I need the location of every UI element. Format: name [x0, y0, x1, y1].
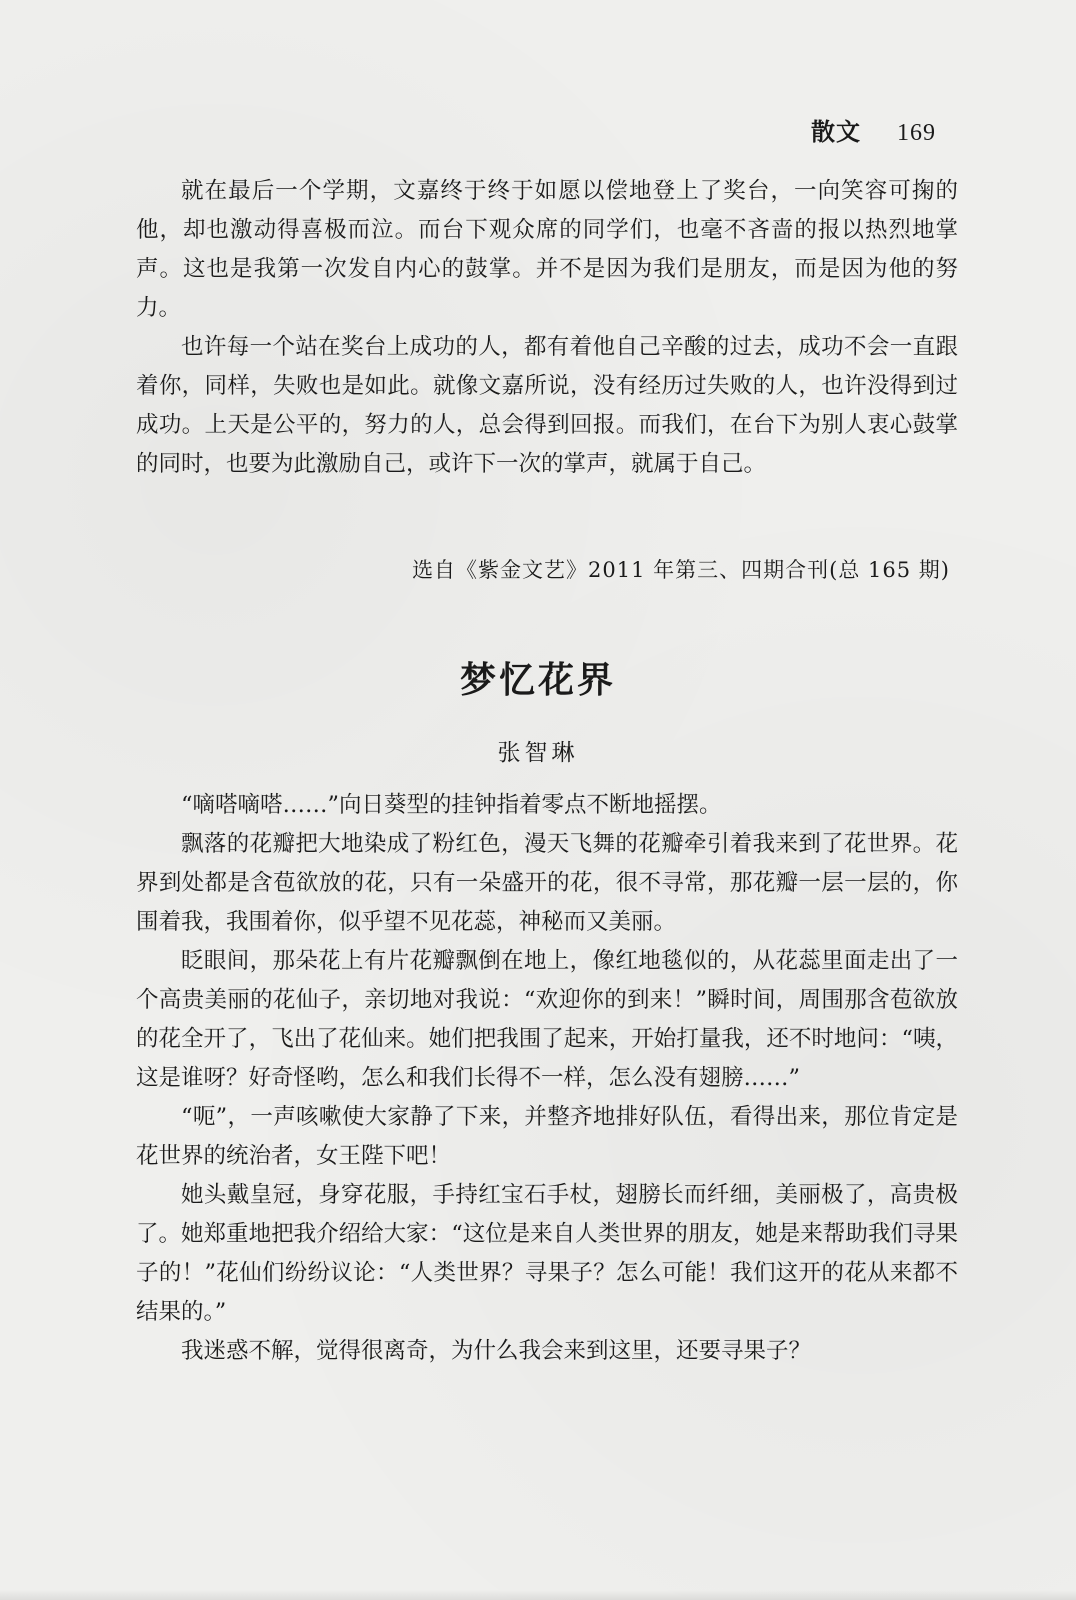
- previous-article-body: [136, 172, 958, 484]
- paragraph: “呃”，一声咳嗽使大家静了下来，并整齐地排好队伍，看得出来，那位肯定是花世界的统治者，女王陛下吧！: [136, 1104, 958, 1169]
- section-name: 散文: [811, 118, 861, 146]
- paragraph: 也许每一个站在奖台上成功的人，都有着他自己辛酸的过去，成功不会一直跟着你，同样，失败也是如此。就像文嘉所说，没有经历过失败的人，也许没得到过成功。上天是公平的，努力的人，总会得到回报。而我们，在台下为别人衷心鼓掌的同时，也要为此激励自己，或许下一次的掌声，就属于自己。: [136, 334, 958, 477]
- running-header: [811, 112, 936, 147]
- paragraph: 就在最后一个学期，文嘉终于终于如愿以偿地登上了奖台，一向笑容可掬的他，却也激动得喜极而泣。而台下观众席的同学们，也毫不吝啬的报以热烈地掌声。这也是我第一次发自内心的鼓掌。并不是因为我们是朋友，而是因为他的努力。: [136, 178, 958, 321]
- paragraph: 飘落的花瓣把大地染成了粉红色，漫天飞舞的花瓣牵引着我来到了花世界。花界到处都是含苞欲放的花，只有一朵盛开的花，很不寻常，那花瓣一层一层的，你围着我，我围着你，似乎望不见花蕊，神秘而又美丽。: [136, 831, 958, 935]
- scan-edge-shadow: [0, 1590, 1076, 1600]
- paragraph: 眨眼间，那朵花上有片花瓣飘倒在地上，像红地毯似的，从花蕊里面走出了一个高贵美丽的花仙子，亲切地对我说：“欢迎你的到来！”瞬时间，周围那含苞欲放的花全开了，飞出了花仙来。她们把我围了起来，开始打量我，还不时地问：“咦，这是谁呀？好奇怪哟，怎么和我们长得不一样，怎么没有翅膀……”: [136, 948, 958, 1091]
- source-citation: 选自《紫金文艺》2011 年第三、四期合刊(总 165 期): [412, 558, 950, 582]
- page-number: 169: [897, 120, 936, 146]
- article-author: 张智琳: [497, 740, 579, 766]
- article-body: [136, 786, 958, 1371]
- paragraph: 她头戴皇冠，身穿花服，手持红宝石手杖，翅膀长而纤细，美丽极了，高贵极了。她郑重地把我介绍给大家：“这位是来自人类世界的朋友，她是来帮助我们寻果子的！”花仙们纷纷议论：“人类世界？寻果子？怎么可能！我们这开的花从来都不结果的。”: [136, 1182, 958, 1325]
- paragraph: 我迷惑不解，觉得很离奇，为什么我会来到这里，还要寻果子？: [181, 1338, 812, 1364]
- article-title: 梦忆花界: [459, 660, 616, 701]
- paragraph: “嘀嗒嘀嗒……”向日葵型的挂钟指着零点不断地摇摆。: [181, 792, 722, 818]
